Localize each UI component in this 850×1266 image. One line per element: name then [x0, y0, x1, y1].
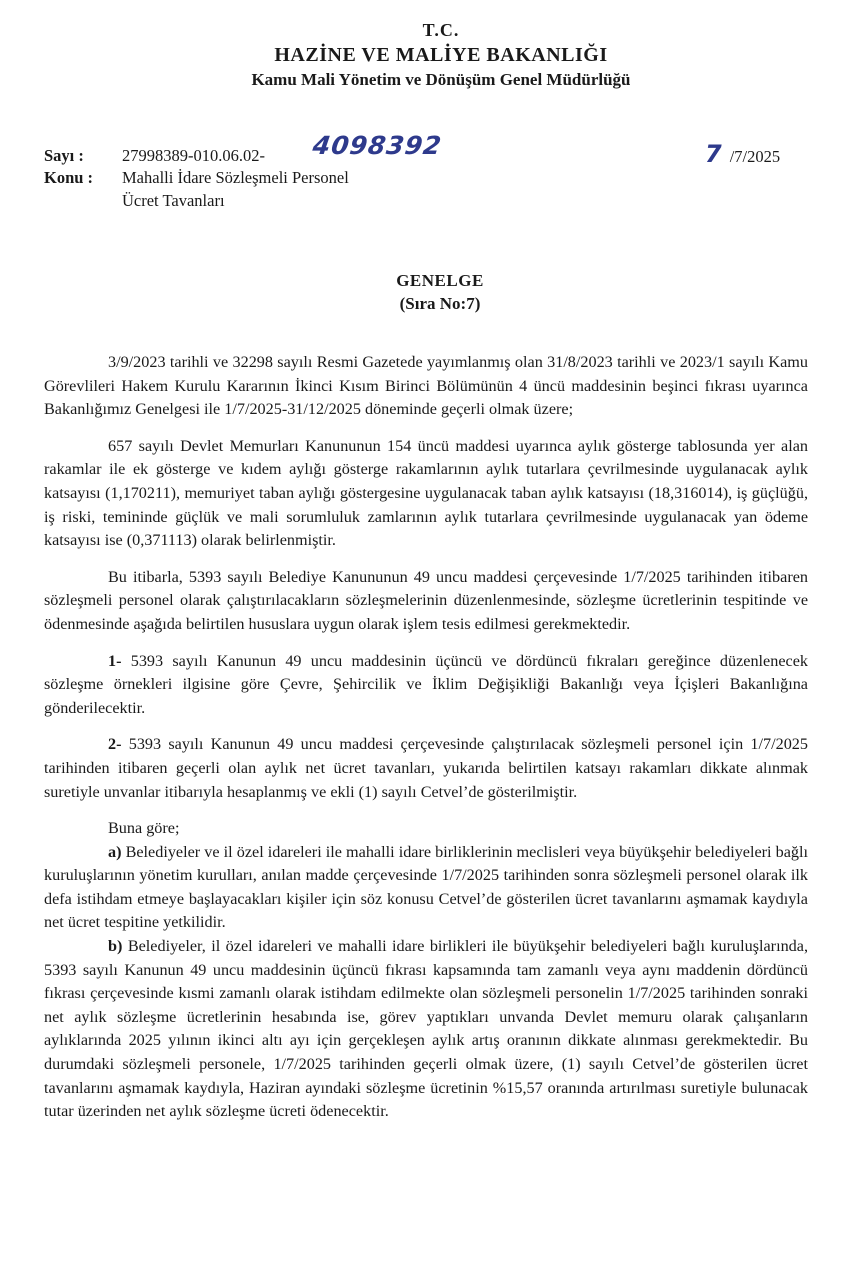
konu-line-2: Ücret Tavanları: [122, 191, 225, 210]
paragraph-2: 657 sayılı Devlet Memurları Kanununun 154 üncü maddesi uyarınca aylık gösterge tablosunda yer alan rakamlar ile ek gösterge ve kıdem aylığı gösterge rakamlarının aylık tutarlara çevrilmesinde uygulanacak aylık katsayısı (1,170211), memuriyet taban aylığı göstergesine uygulanacak taban aylık katsayısı (18,316014), iş güçlüğü, iş riski, temininde güçlük ve mali sorumluluk zamlarının aylık tutarlara çevrilmesinde uygulanacak yan ödeme katsayısı ise (0,371113) olarak belirlenmiştir.: [44, 436, 808, 550]
sayi-handwritten-number: 4098392: [310, 131, 444, 160]
sayi-number: 27998389-010.06.02-: [122, 146, 265, 165]
item-a-letter: a): [108, 842, 122, 861]
konu-label: Konu :: [44, 168, 94, 187]
paragraph-buna-gore: Buna göre;: [108, 819, 180, 838]
sayi-label: Sayı :: [44, 146, 84, 165]
header-country: T.C.: [422, 20, 460, 40]
date-handwritten-day: 7: [705, 140, 722, 168]
item-1-text: 5393 sayılı Kanunun 49 uncu maddesinin üçüncü ve dördüncü fıkraları gereğince düzenlenecek sözleşme örnekleri ilgisine göre Çevre, Şehircilik ve İklim Değişikliği Bakanlığı veya İçişleri Bakanlığına gönderilecektir.: [44, 651, 808, 717]
date-month-year: /7/2025: [729, 147, 781, 166]
item-a-text: Belediyeler ve il özel idareleri ile mahalli idare birliklerinin meclisleri veya büyükşehir belediyeleri bağlı kuruluşlarının yönetim kurulları, anılan madde çerçevesinde 1/7/2025 tarihinden sonra sözleşmeli personel olarak ilk defa istihdam etmeye başlayacakları kişiler için söz konusu Cetvel’de gösterilen ücret tavanlarını aşmamak kaydıyla net ücret tespitine yetkilidir.: [44, 842, 808, 932]
document-title: GENELGE: [396, 271, 484, 290]
paragraph-item-1: [44, 650, 808, 721]
paragraph-item-2: [44, 733, 808, 804]
document-sequence-number: (Sıra No:7): [399, 294, 481, 313]
header-directorate: Kamu Mali Yönetim ve Dönüşüm Genel Müdürlüğü: [251, 70, 631, 89]
paragraph-3: Bu itibarla, 5393 sayılı Belediye Kanununun 49 uncu maddesi çerçevesinde 1/7/2025 tarihinden itibaren sözleşmeli personel olarak çalıştırılacakların sözleşmelerinin düzenlenmesinde, sözleşme ücretlerinin tespitinde ve ödenmesinde aşağıda belirtilen hususlara uygun olarak işlem tesis edilmesi gerekmektedir.: [44, 567, 808, 633]
document-body: [44, 351, 808, 1124]
item-b-letter: b): [108, 937, 123, 956]
item-2-text: 5393 sayılı Kanunun 49 uncu maddesi çerçevesinde çalıştırılacak sözleşmeli personel için 1/7/2025 tarihinden itibaren geçerli olan aylık net ücret tavanları, yukarıda belirtilen katsayı rakamları dikkate alınmak suretiyle unvanlar itibarıyla hesaplanmış ve ekli (1) sayılı Cetvel’de gösterilmiştir.: [44, 735, 808, 801]
document-date: [705, 140, 780, 168]
konu-line-1: Mahalli İdare Sözleşmeli Personel: [122, 168, 349, 187]
paragraph-item-a: [44, 841, 808, 935]
konu-subject: [122, 166, 349, 212]
item-2-number: 2-: [108, 735, 122, 754]
item-1-number: 1-: [108, 651, 122, 670]
paragraph-item-b: [44, 935, 808, 1124]
paragraph-1: 3/9/2023 tarihli ve 32298 sayılı Resmi Gazetede yayımlanmış olan 31/8/2023 tarihli ve 2023/1 sayılı Kamu Görevlileri Hakem Kurulu Kararının İkinci Kısım Birinci Bölümünün 4 üncü maddesinin beşinci fıkrası uyarınca Bakanlığımız Genelgesi ile 1/7/2025-31/12/2025 döneminde geçerli olmak üzere;: [44, 353, 808, 419]
header-ministry: HAZİNE VE MALİYE BAKANLIĞI: [274, 44, 608, 66]
item-b-text: Belediyeler, il özel idareleri ve mahalli idare birlikleri ile büyükşehir belediyeleri bağlı kuruluşlarında, 5393 sayılı Kanunun 49 uncu maddesinin üçüncü fıkrası kapsamında tam zamanlı veya aynı maddenin dördüncü fıkrası çerçevesinde kısmi zamanlı olarak istihdam edilmekte olan sözleşmeli personelin 1/7/2025 tarihinden sonraki net aylık sözleşme ücretlerinin hesabında ise, görev yaptıkları unvanda Devlet memuru olarak çalışanların aylıklarında 2025 yılının ikinci altı ayı için gerçekleşen aylık artış oranının dikkate alınması gerekmektedir. Bu durumdaki sözleşmeli personele, 1/7/2025 tarihinden geçerli olmak üzere, (1) sayılı Cetvel’de gösterilen ücret tavanlarını aşmamak kaydıyla, Haziran ayındaki sözleşme ücretinin %15,57 oranında artırılması suretiyle bulunacak tutar üzerinden net aylık sözleşme ücreti ödenecektir.: [44, 937, 808, 1121]
